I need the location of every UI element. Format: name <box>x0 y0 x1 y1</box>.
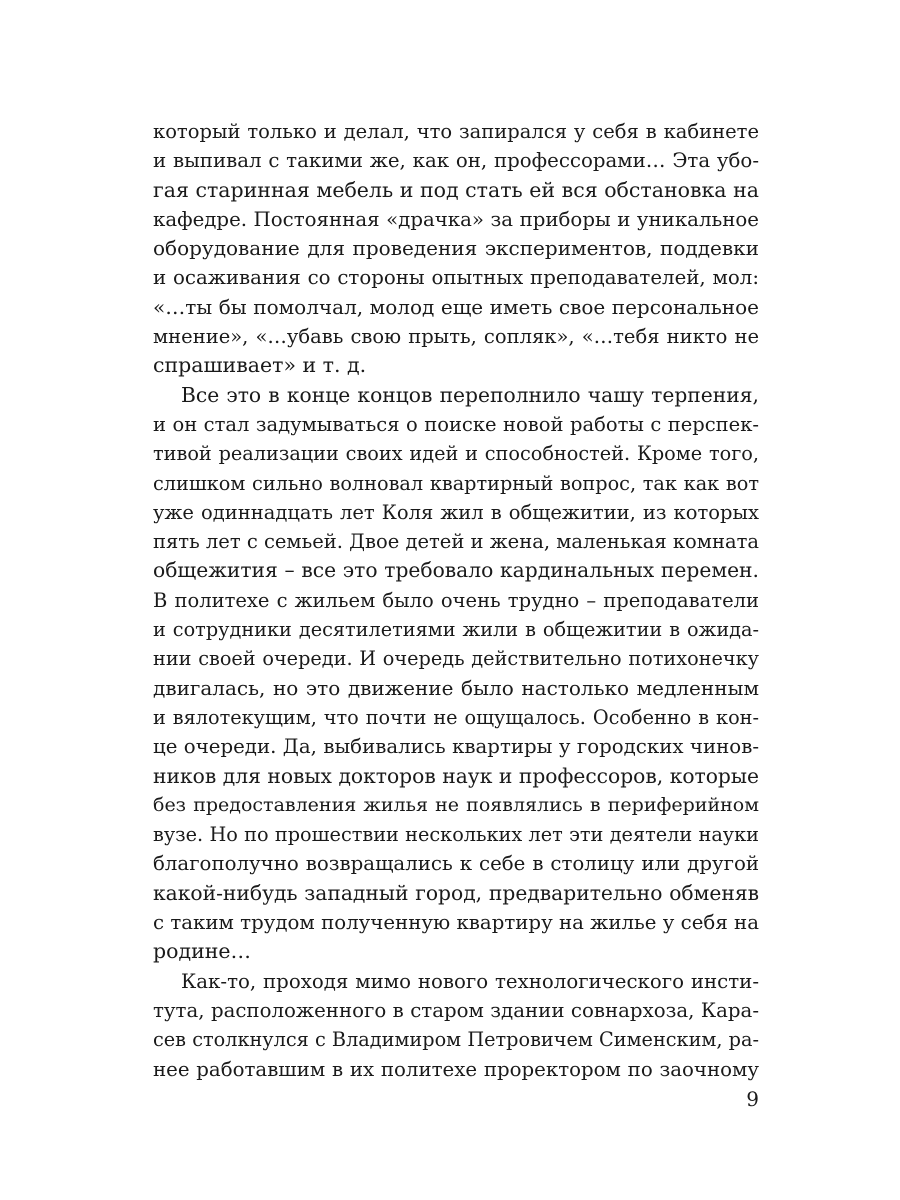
text-line: общежития – все это требовало кардинальных перемен. <box>153 558 759 583</box>
text-line: благополучно возвращались к себе в столицу или другой <box>153 852 759 876</box>
text-line: спрашивает» и т. д. <box>153 353 367 378</box>
text-line: сев столкнулся с Владимиром Петровичем Сименским, ра- <box>153 1028 759 1052</box>
text-line: который только и делал, что запирался у себя в кабинете <box>153 120 759 143</box>
text-line: слишком сильно волновал квартирный вопрос, так как вот <box>153 471 759 495</box>
paragraph-first-line: Как-то, проходя мимо нового технологического инсти- <box>181 969 759 993</box>
text-line: и осаживания со стороны опытных преподавателей, мол: <box>153 266 759 290</box>
text-line: двигалась, но это движение было настолько медленным <box>153 675 759 700</box>
text-line: кафедре. Постоянная «драчка» за приборы и уникальное <box>153 207 759 231</box>
text-line: и сотрудники десятилетиями жили в общежитии в ожида- <box>153 618 759 642</box>
text-line: какой-нибудь западный город, предварительно обменяв <box>153 880 759 905</box>
text-line: гая старинная мебель и под стать ей вся обстановка на <box>153 177 759 202</box>
text-line: без предоставления жилья не появлялись в периферийном <box>153 793 759 816</box>
text-line: нее работавшим в их политехе проректором по заочному <box>153 1057 759 1081</box>
text-line: В политехе с жильем было очень трудно – преподаватели <box>153 588 759 612</box>
text-line: мнение», «…убавь свою прыть, сопляк», «…тебя никто не <box>153 325 759 349</box>
text-line: пять лет с семьей. Двое детей и жена, маленькая комната <box>153 530 759 554</box>
text-line: тивой реализации своих идей и способностей. Кроме того, <box>153 442 759 466</box>
text-line: с таким трудом полученную квартиру на жилье у себя на <box>153 911 759 935</box>
paragraph-first-line: Все это в конце концов переполнило чашу терпения, <box>181 382 759 407</box>
text-line: уже одиннадцать лет Коля жил в общежитии, из которых <box>153 500 759 524</box>
text-line: це очереди. Да, выбивались квартиры у городских чинов- <box>153 735 759 759</box>
text-line: и он стал задумываться о поиске новой работы с перспек- <box>153 412 759 436</box>
text-line: вузе. Но по прошествии нескольких лет эти деятели науки <box>153 823 759 847</box>
text-line: ников для новых докторов наук и профессоров, которые <box>153 763 759 788</box>
text-line: и вялотекущим, что почти не ощущалось. Особенно в кон- <box>153 705 759 729</box>
text-line: тута, расположенного в старом здании совнархоза, Кара- <box>153 998 759 1022</box>
text-line: нии своей очереди. И очередь действительно потихонечку <box>153 647 759 671</box>
text-line: и выпивал с такими же, как он, профессорами… Эта убо- <box>153 149 759 173</box>
text-line: «…ты бы помолчал, молод еще иметь свое персональное <box>153 294 759 319</box>
text-line: оборудование для проведения экспериментов, поддевки <box>153 236 759 261</box>
text-line: родине… <box>153 939 252 964</box>
page-number: 9 <box>746 1087 759 1111</box>
body-text <box>153 117 759 1084</box>
